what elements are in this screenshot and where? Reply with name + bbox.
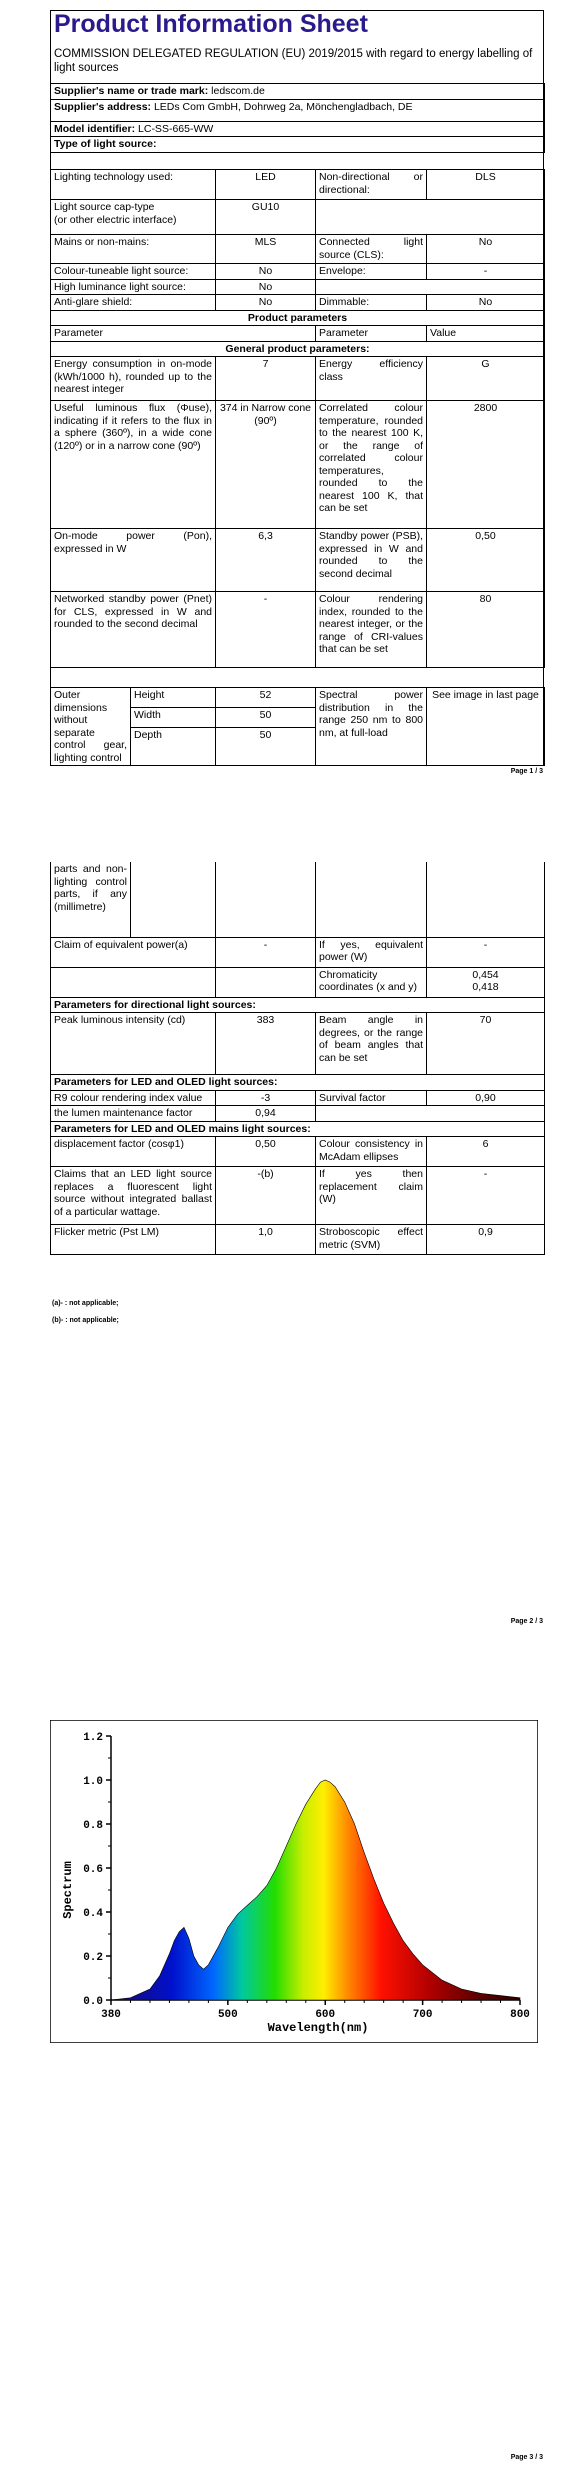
mains-value: MLS	[216, 235, 316, 264]
dir-value: DLS	[427, 170, 545, 200]
disp-label: displacement factor (cosφ1)	[51, 1137, 216, 1167]
dims-empty-b	[216, 862, 316, 937]
y-tick-label: 0.8	[83, 1820, 103, 1832]
params-heading: Product parameters	[51, 310, 545, 326]
survival-label: Survival factor	[316, 1090, 427, 1106]
strobo-label: Stroboscopic effect metric (SVM)	[316, 1225, 427, 1255]
lumen-label: the lumen maintenance factor	[51, 1106, 216, 1122]
dims-label-cont: parts and non-lighting control parts, if any (millimetre)	[51, 862, 131, 937]
replace-value: -	[427, 1167, 545, 1225]
net-label: Networked standby power (Pnet) for CLS, expressed in W and rounded to the second decimal	[51, 592, 216, 668]
page-2	[0, 790, 585, 1640]
tech-label: Lighting technology used:	[51, 170, 216, 200]
type-table	[50, 169, 545, 668]
type-heading: Type of light source:	[51, 137, 545, 153]
highlum-empty	[316, 279, 545, 295]
col-param-1: Parameter	[51, 326, 316, 342]
consistency-value: 6	[427, 1137, 545, 1167]
regulation-text: COMMISSION DELEGATED REGULATION (EU) 2019/2015 with regard to energy labelling of light sources	[54, 48, 533, 74]
cap-value: GU10	[216, 200, 316, 235]
model-label: Model identifier:	[54, 122, 136, 135]
y-tick-label: 0.0	[83, 1996, 103, 2008]
lumen-value: 0,94	[216, 1106, 316, 1122]
glare-value: No	[216, 295, 316, 311]
spd-label: Spectral power distribution in the range 250 nm to 800 nm, at full-load	[316, 688, 427, 767]
beam-label: Beam angle in degrees, or the range of beam angles that can be set	[316, 1013, 427, 1075]
colour-tune-label: Colour-tuneable light source:	[51, 264, 216, 280]
envelope-value: -	[427, 264, 545, 280]
chroma-values	[427, 967, 545, 997]
x-tick-label: 600	[315, 2009, 336, 2021]
r9-label: R9 colour rendering index value	[51, 1090, 216, 1106]
glare-label: Anti-glare shield:	[51, 295, 216, 311]
page-number: Page 2 / 3	[510, 1618, 543, 1625]
net-value: -	[216, 592, 316, 668]
mains-label: Mains or non-mains:	[51, 235, 216, 264]
model-value: LC-SS-665-WW	[138, 122, 214, 135]
y-tick-label: 0.6	[83, 1864, 103, 1876]
height-value: 52	[216, 688, 316, 708]
footnote-b: (b)- : not applicable;	[52, 1317, 119, 1324]
strobo-value: 0,9	[427, 1225, 545, 1255]
onpower-label: On-mode power (Pon), expressed in W	[51, 529, 216, 592]
claims-label: Claims that an LED light source replaces a fluorescent light source without integrated ballast of a particular wattage.	[51, 1167, 216, 1225]
standby-value: 0,50	[427, 529, 545, 592]
y-tick-label: 0.4	[83, 1908, 103, 1920]
equiv-label: Claim of equivalent power(a)	[51, 937, 216, 967]
address-label: Supplier's address:	[54, 100, 152, 113]
cct-value: 2800	[427, 401, 545, 529]
chroma-x: 0,454	[472, 968, 499, 981]
dims-empty-d	[427, 862, 545, 937]
peak-label: Peak luminous intensity (cd)	[51, 1013, 216, 1075]
height-label: Height	[131, 688, 216, 708]
beam-value: 70	[427, 1013, 545, 1075]
info-table	[50, 83, 545, 153]
equiv-if-value: -	[427, 937, 545, 967]
dir-label: Non-directional or directional:	[316, 170, 427, 200]
x-tick-label: 500	[217, 2009, 238, 2021]
cri-value: 80	[427, 592, 545, 668]
dim-value: No	[427, 295, 545, 311]
cct-label: Correlated colour temperature, rounded to the nearest 100 K, or the range of correlated colour temperatures, rounded to the nearest 100 K, that can be set	[316, 401, 427, 529]
flicker-value: 1,0	[216, 1225, 316, 1255]
footnote-a: (a)- : not applicable;	[52, 1300, 119, 1307]
page-3	[0, 1640, 585, 2476]
chroma-label: Chromaticity coordinates (x and y)	[316, 967, 427, 997]
replace-label: If yes then replacement claim (W)	[316, 1167, 427, 1225]
chroma-empty-b	[216, 967, 316, 997]
depth-value: 50	[216, 728, 316, 767]
flicker-label: Flicker metric (Pst LM)	[51, 1225, 216, 1255]
highlum-value: No	[216, 279, 316, 295]
tech-value: LED	[216, 170, 316, 200]
y-tick-label: 0.2	[83, 1952, 103, 1964]
dims-empty-a	[131, 862, 216, 937]
supplier-label: Supplier's name or trade mark:	[54, 85, 209, 97]
model-row	[51, 121, 545, 137]
dims-label: Outer dimensions without separate control gear, lighting control	[51, 688, 131, 767]
supplier-value: ledscom.de	[211, 85, 265, 97]
cap-empty	[316, 200, 545, 235]
cap-label: Light source cap-type (or other electric interface)	[51, 200, 216, 235]
page-title: Product Information Sheet	[54, 10, 368, 38]
general-heading: General product parameters:	[51, 341, 545, 357]
peak-value: 383	[216, 1013, 316, 1075]
onpower-value: 6,3	[216, 529, 316, 592]
cls-value: No	[427, 235, 545, 264]
col-value-2: Value	[427, 326, 545, 342]
dim-label: Dimmable:	[316, 295, 427, 311]
page-number: Page 1 / 3	[510, 768, 543, 775]
energy-value: 7	[216, 357, 316, 401]
cri-label: Colour rendering index, rounded to the nearest integer, or the range of CRI-values that can be set	[316, 592, 427, 668]
lumen-empty	[316, 1106, 545, 1122]
dims-empty-c	[316, 862, 427, 937]
x-tick-label: 380	[101, 2009, 121, 2021]
y-tick-label: 1.0	[83, 1776, 103, 1788]
envelope-label: Envelope:	[316, 264, 427, 280]
cls-label: Connected light source (CLS):	[316, 235, 427, 264]
col-param-2: Parameter	[316, 326, 427, 342]
params-table-p2	[50, 862, 545, 1255]
x-tick-label: 800	[510, 2009, 530, 2021]
energy-label: Energy consumption in on-mode (kWh/1000 h), rounded up to the nearest integer	[51, 357, 216, 401]
r9-value: -3	[216, 1090, 316, 1106]
page-number: Page 3 / 3	[510, 2454, 543, 2461]
depth-label: Depth	[131, 728, 216, 767]
chroma-y: 0,418	[472, 981, 499, 993]
flux-value: 374 in Narrow cone (90º)	[216, 401, 316, 529]
address-row	[51, 99, 545, 121]
class-label: Energy efficiency class	[316, 357, 427, 401]
width-value: 50	[216, 708, 316, 728]
claims-value: -(b)	[216, 1167, 316, 1225]
address-value: LEDs Com GmbH, Dohrweg 2a, Mönchengladbach, DE	[153, 100, 413, 113]
survival-value: 0,90	[427, 1090, 545, 1106]
colour-tune-value: No	[216, 264, 316, 280]
x-axis-label: Wavelength(nm)	[267, 2021, 369, 2035]
led-heading: Parameters for LED and OLED light sources:	[51, 1075, 545, 1091]
y-tick-label: 1.2	[83, 1732, 103, 1744]
directional-heading: Parameters for directional light sources:	[51, 997, 545, 1013]
spectrum-chart	[50, 1720, 538, 2043]
supplier-row	[51, 84, 545, 100]
page-1	[0, 0, 585, 790]
equiv-if-label: If yes, equivalent power (W)	[316, 937, 427, 967]
dims-table-p1	[50, 687, 545, 766]
width-label: Width	[131, 708, 216, 728]
flux-label: Useful luminous flux (Φuse), indicating if it refers to the flux in a sphere (360º), in a wide cone (120º) or in a narrow cone (90º)	[51, 401, 216, 529]
class-value: G	[427, 357, 545, 401]
standby-label: Standby power (PSB), expressed in W and rounded to the second decimal	[316, 529, 427, 592]
highlum-label: High luminance light source:	[51, 279, 216, 295]
disp-value: 0,50	[216, 1137, 316, 1167]
y-axis-label: Spectrum	[61, 1861, 75, 1919]
equiv-value: -	[216, 937, 316, 967]
x-tick-label: 700	[412, 2009, 433, 2021]
mains-heading: Parameters for LED and OLED mains light sources:	[51, 1121, 545, 1137]
spd-value: See image in last page	[427, 688, 545, 767]
consistency-label: Colour consistency in McAdam ellipses	[316, 1137, 427, 1167]
chroma-empty-a	[51, 967, 216, 997]
